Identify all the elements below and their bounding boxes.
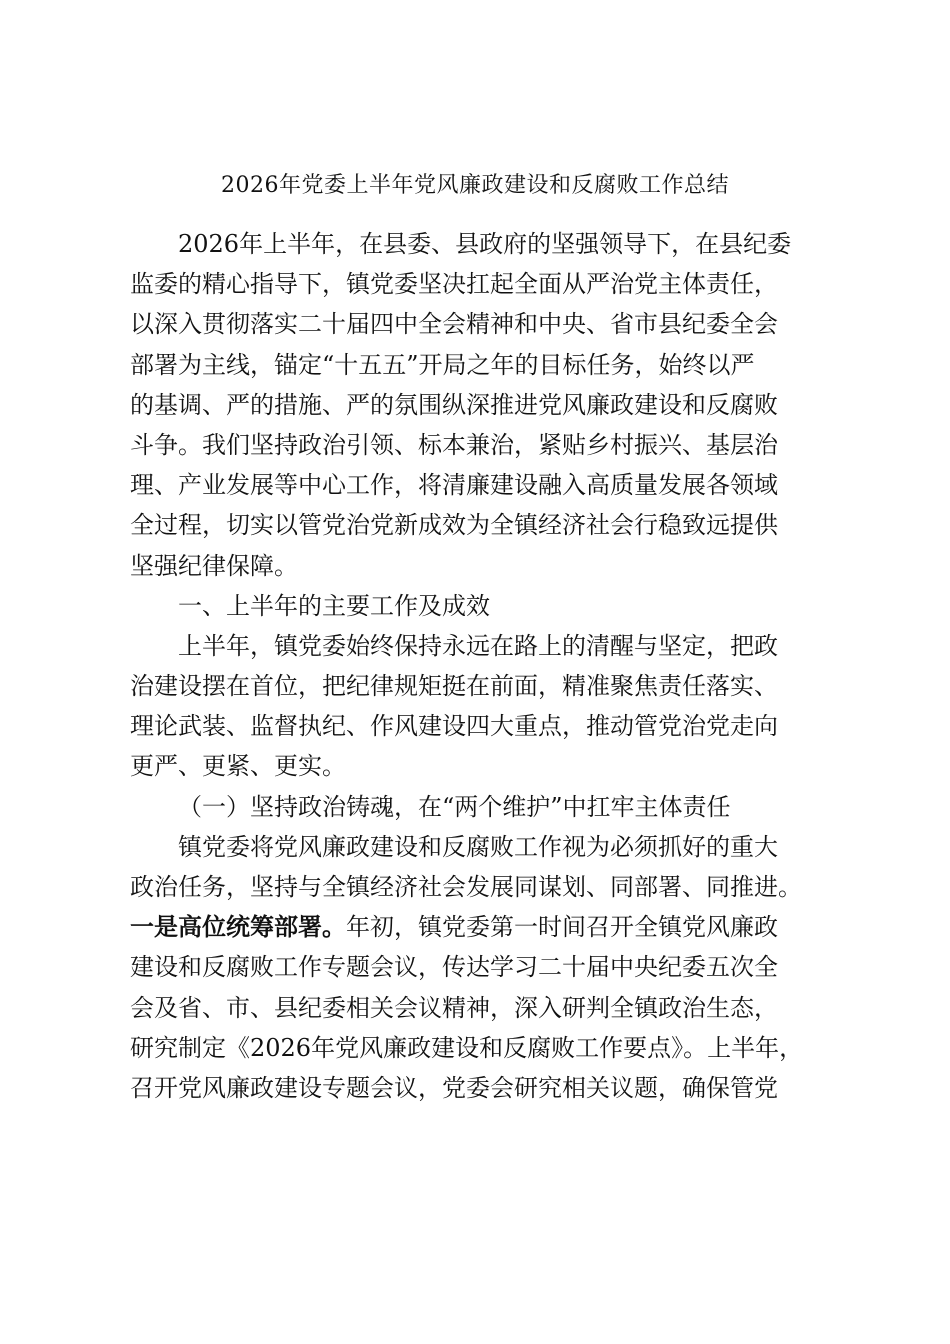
- text-line: 更严、更紧、更实。: [130, 752, 346, 781]
- text-line: 全过程，切实以管党治党新成效为全镇经济社会行稳致远提供: [130, 511, 778, 540]
- emphasis-text: 一是高位统筹部署。: [130, 912, 346, 942]
- text-line: 理、产业发展等中心工作，将清廉建设融入高质量发展各领域: [130, 471, 778, 500]
- text-line: 政治任务，坚持与全镇经济社会发展同谋划、同部署、同推进。: [130, 873, 802, 901]
- text-line: 斗争。我们坚持政治引领、标本兼治，紧贴乡村振兴、基层治: [130, 430, 778, 459]
- text-line: 坚强纪律保障。: [130, 551, 298, 580]
- text-line: 的基调、严的措施、严的氛围纵深推进党风廉政建设和反腐败: [130, 390, 778, 419]
- text-line: 上半年，镇党委始终保持永远在路上的清醒与坚定，把政: [178, 631, 778, 660]
- subsection-heading: [130, 787, 830, 827]
- section-heading: [130, 586, 830, 626]
- text-line: 理论武装、监督执纪、作风建设四大重点，推动管党治党走向: [130, 712, 778, 741]
- text-line: 以深入贯彻落实二十届四中全会精神和中央、省市县纪委全会: [130, 310, 778, 339]
- paragraph-intro: [130, 224, 830, 586]
- text-line: 建设和反腐败工作专题会议，传达学习二十届中央纪委五次全: [130, 953, 778, 982]
- text-line: 召开党风廉政建设专题会议，党委会研究相关议题，确保管党: [130, 1073, 778, 1102]
- subheading-text: （一）坚持政治铸魂，在“两个维护”中扛牢主体责任: [178, 792, 731, 821]
- text-fragment: 年初，镇党委第一时间召开全镇党风廉政: [346, 913, 778, 942]
- text-line: 研究制定《2026年党风廉政建设和反腐败工作要点》。上半年，: [130, 1033, 804, 1062]
- text-line: 2026年上半年，在县委、县政府的坚强领导下，在县纪委: [178, 230, 792, 258]
- text-line-with-emphasis: [130, 907, 830, 947]
- heading-text: 一、上半年的主要工作及成效: [178, 591, 490, 620]
- text-line: 治建设摆在首位，把纪律规矩挺在前面，精准聚焦责任落实、: [130, 672, 778, 701]
- text-line: 会及省、市、县纪委相关会议精神，深入研判全镇政治生态，: [130, 993, 778, 1022]
- paragraph-detail: [130, 827, 830, 1108]
- text-line: 部署为主线，锚定“十五五”开局之年的目标任务，始终以严: [130, 350, 755, 379]
- text-line: 监委的精心指导下，镇党委坚决扛起全面从严治党主体责任，: [130, 270, 778, 299]
- document-body: [130, 224, 830, 1108]
- paragraph-summary: [130, 626, 830, 787]
- text-line: 镇党委将党风廉政建设和反腐败工作视为必须抓好的重大: [178, 832, 778, 861]
- document-title: 2026年党委上半年党风廉政建设和反腐败工作总结: [221, 173, 729, 198]
